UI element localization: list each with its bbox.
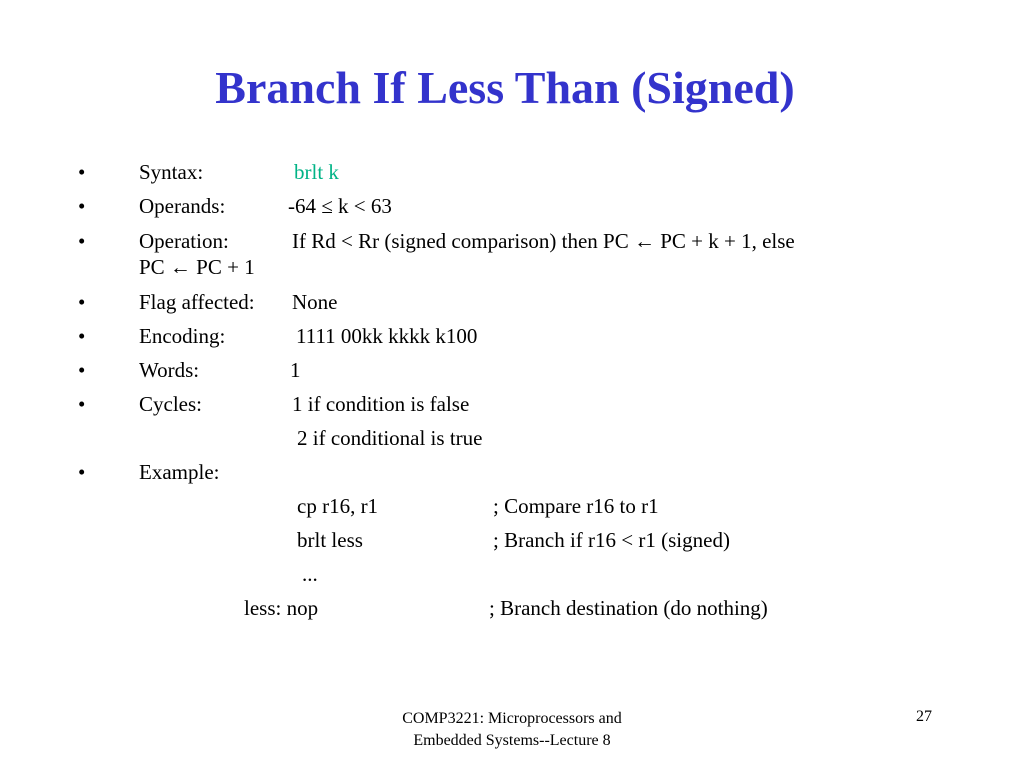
example-label: Example:: [139, 460, 220, 484]
bullet-marker: •: [78, 392, 86, 416]
example-comment: ; Branch if r16 < r1 (signed): [493, 528, 730, 552]
flags-value: None: [292, 290, 338, 314]
operands-value: -64 ≤ k < 63: [288, 194, 392, 218]
bullet-marker: •: [78, 194, 86, 218]
bullet-marker: •: [78, 324, 86, 348]
operation-value-line1: If Rd < Rr (signed comparison) then PC ← PC + k + 1, else: [292, 229, 795, 253]
example-code: cp r16, r1: [297, 494, 379, 518]
slide-title: Branch If Less Than (Signed): [215, 62, 795, 113]
bullet-marker: •: [78, 229, 86, 253]
words-label: Words:: [139, 358, 200, 382]
syntax-label: Syntax:: [139, 160, 204, 184]
cycles-label: Cycles:: [139, 392, 202, 416]
bullet-marker: •: [78, 160, 86, 184]
operands-label: Operands:: [139, 194, 226, 218]
footer-course-line2: Embedded Systems--Lecture 8: [413, 731, 611, 749]
footer-course-title: [312, 708, 712, 751]
footer-course-line1: COMP3221: Microprocessors and: [402, 710, 622, 727]
operation-value-line2: PC ← PC + 1: [139, 255, 255, 279]
cycles-value-line2: 2 if conditional is true: [297, 426, 483, 450]
operation-label: Operation:: [139, 229, 229, 253]
flags-label: Flag affected:: [139, 290, 255, 314]
syntax-value: brlt k: [294, 160, 339, 184]
cycles-value-line1: 1 if condition is false: [292, 392, 470, 416]
example-code: ...: [302, 562, 318, 586]
encoding-label: Encoding:: [139, 324, 226, 348]
words-value: 1: [290, 358, 301, 382]
page-number: 27: [916, 708, 932, 725]
example-code: brlt less: [297, 528, 363, 552]
example-comment: ; Compare r16 to r1: [493, 494, 659, 518]
example-comment: ; Branch destination (do nothing): [489, 596, 768, 620]
encoding-value: 1111 00kk kkkk k100: [296, 324, 478, 348]
bullet-marker: •: [78, 358, 86, 382]
bullet-marker: •: [78, 460, 86, 484]
bullet-marker: •: [78, 290, 86, 314]
example-code: less: nop: [244, 596, 319, 620]
